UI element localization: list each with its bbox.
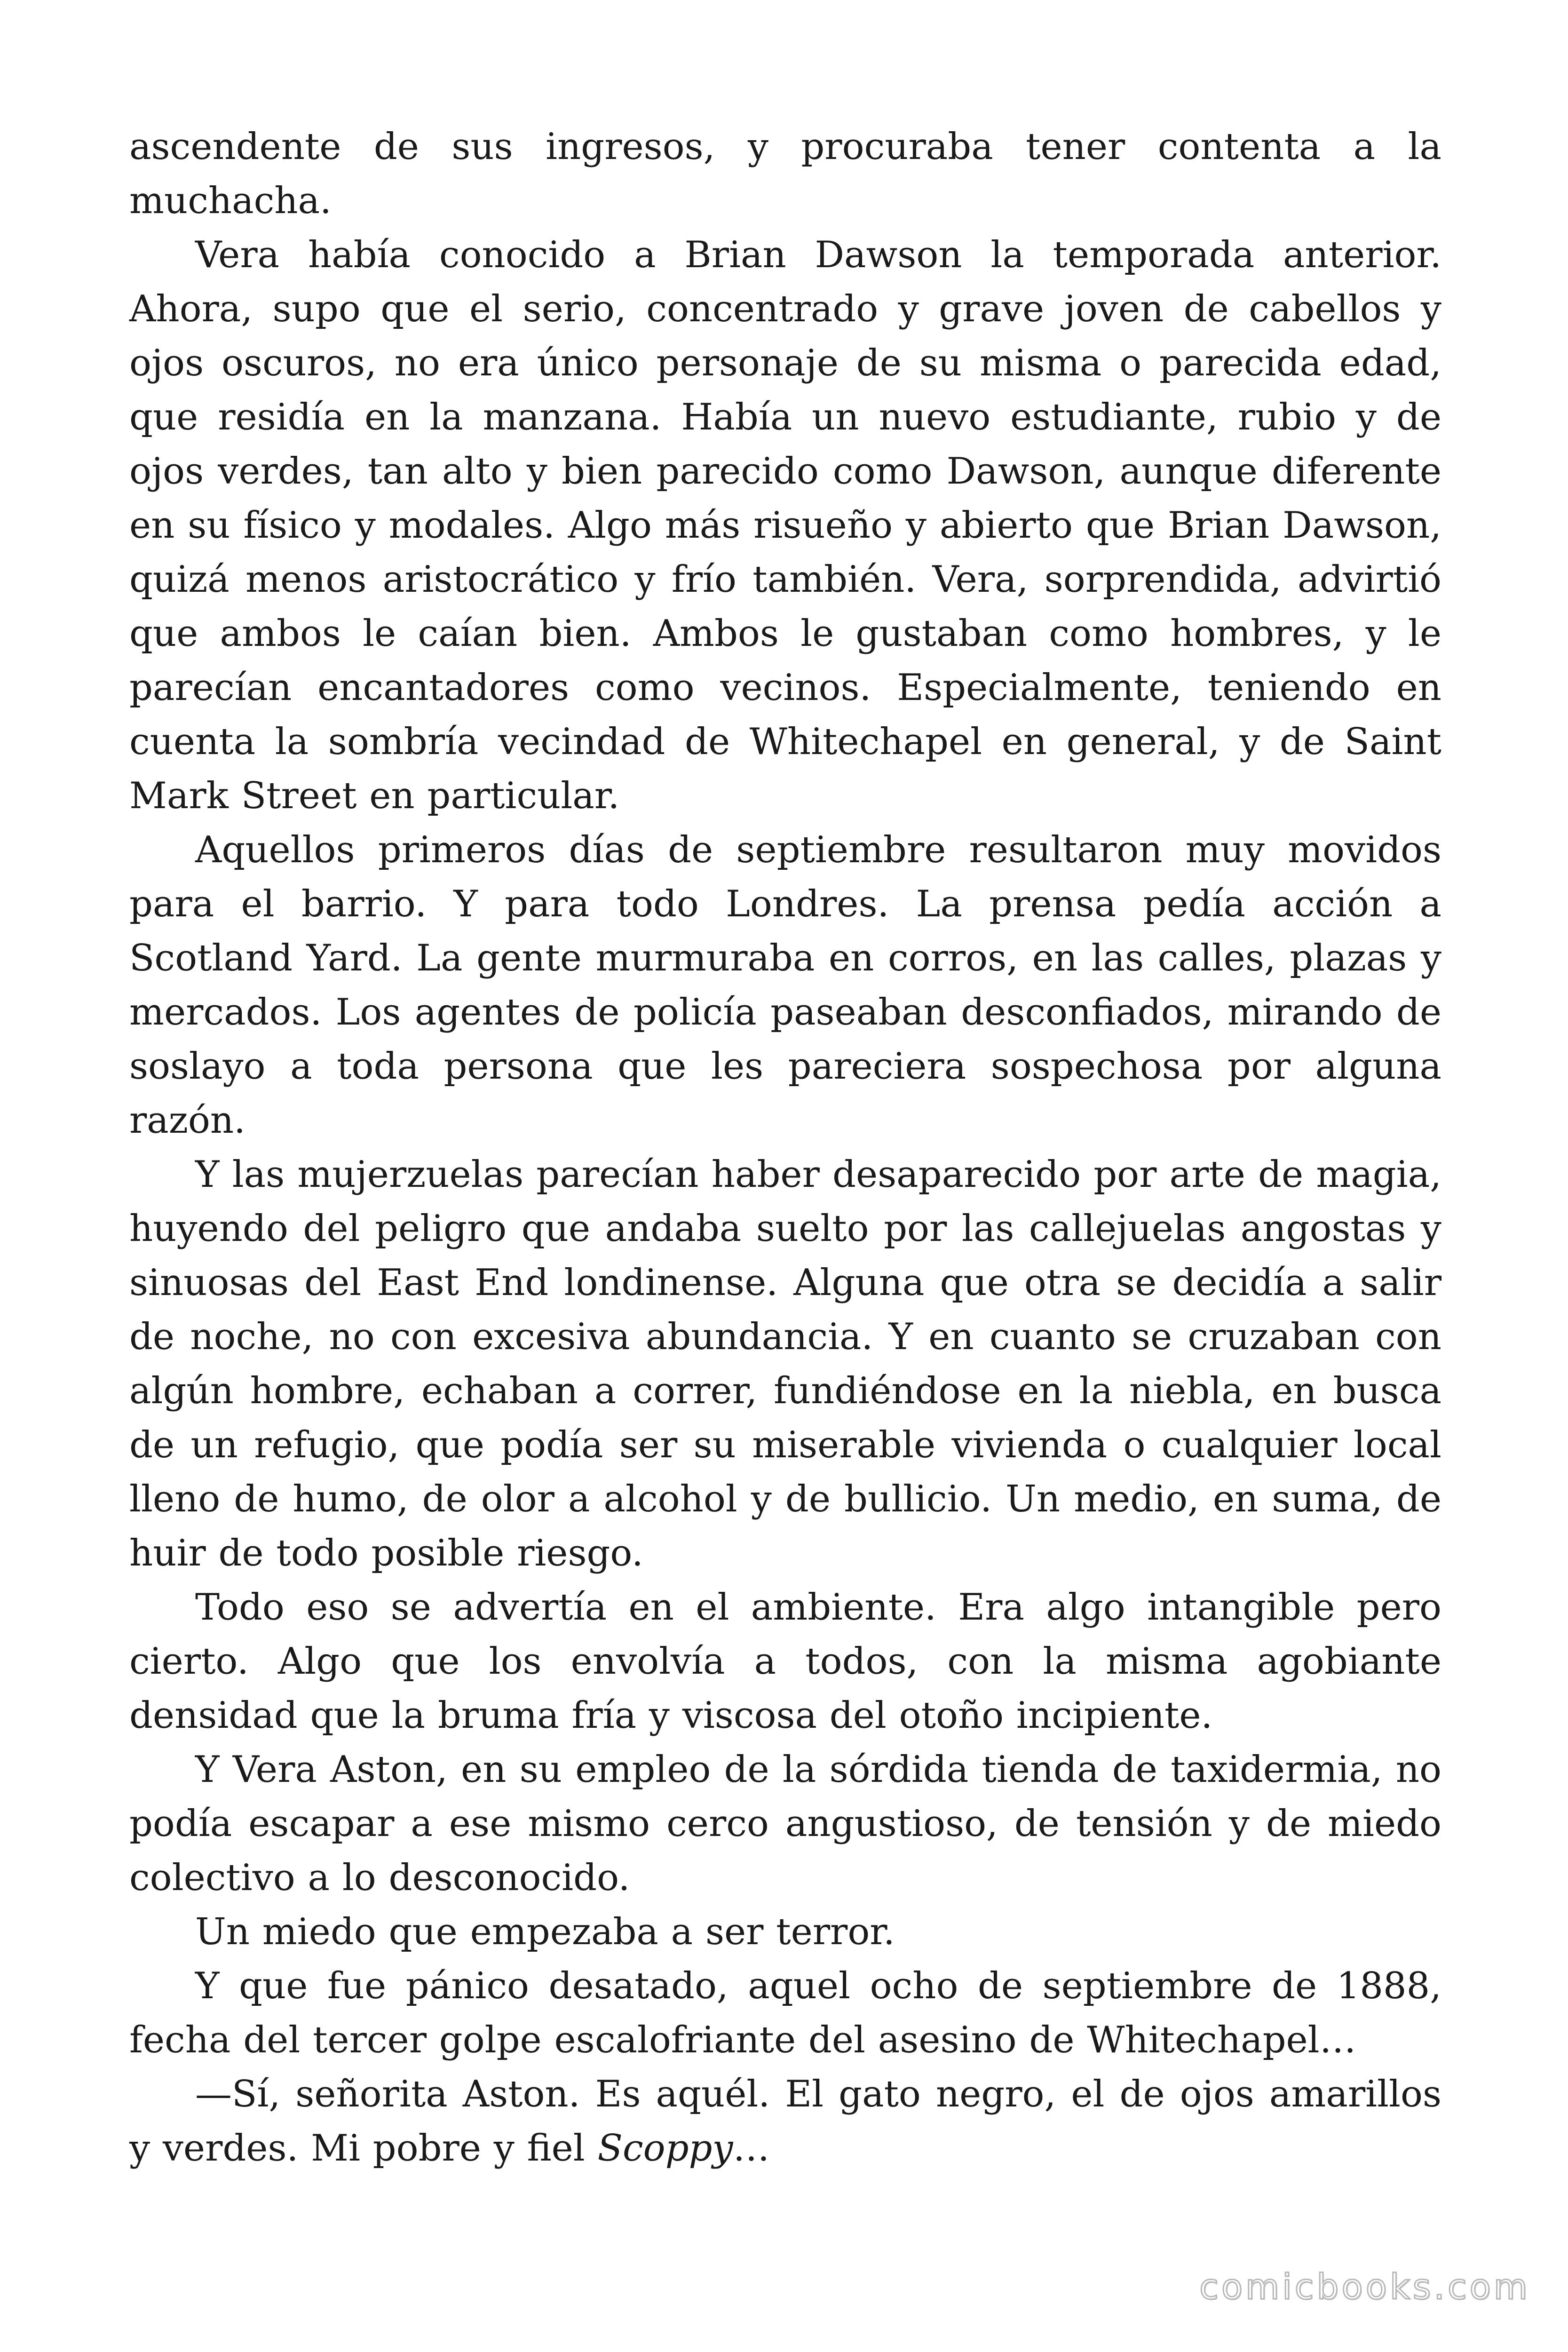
paragraph-continuation: ascendente de sus ingresos, y procuraba tener contenta a la muchacha. xyxy=(129,126,1441,222)
dialogue-paragraph xyxy=(129,2067,1441,2176)
paragraph: Y que fue pánico desatado, aquel ocho de septiembre de 1888, fecha del tercer golpe escalofriante del asesino de Whitechapel… xyxy=(129,1965,1441,2061)
dialogue-ellipsis: … xyxy=(733,2127,770,2169)
paragraph: Todo eso se advertía en el ambiente. Era algo intangible pero cierto. Algo que los envolvía a todos, con la misma agobiante densidad que la bruma fría y viscosa del otoño incipiente. xyxy=(129,1586,1441,1737)
cat-name: Scoppy xyxy=(597,2127,733,2169)
paragraph: Un miedo que empezaba a ser terror. xyxy=(195,1911,895,1953)
paragraph: Y Vera Aston, en su empleo de la sórdida tienda de taxidermia, no podía escapar a ese mismo cerco angustioso, de tensión y de miedo colectivo a lo desconocido. xyxy=(129,1748,1441,1899)
paragraph: Y las mujerzuelas parecían haber desaparecido por arte de magia, huyendo del peligro que andaba suelto por las callejuelas angostas y sinuosas del East End londinense. Alguna que otra se decidía a salir de noche, no con excesiva abundancia. Y en cuanto se cruzaban con algún hombre, echaban a correr, fundiéndose en la niebla, en busca de un refugio, que podía ser su miserable vivienda o cualquier local lleno de humo, de olor a alcohol y de bullicio. Un medio, en suma, de huir de todo posible riesgo. xyxy=(129,1153,1441,1574)
body-text xyxy=(129,120,1441,2176)
watermark-logo: comicbooks.com xyxy=(1199,2267,1530,2307)
paragraph: Vera había conocido a Brian Dawson la temporada anterior. Ahora, supo que el serio, concentrado y grave joven de cabellos y ojos oscuros, no era único personaje de su misma o parecida edad, que residía en la manzana. Había un nuevo estudiante, rubio y de ojos verdes, tan alto y bien parecido como Dawson, aunque diferente en su físico y modales. Algo más risueño y abierto que Brian Dawson, quizá menos aristocrático y frío también. Vera, sorprendida, advirtió que ambos le caían bien. Ambos le gustaban como hombres, y le parecían encantadores como vecinos. Especialmente, teniendo en cuenta la sombría vecindad de Whitechapel en general, y de Saint Mark Street en particular. xyxy=(129,234,1441,817)
dialogue-text: —Sí, señorita Aston. Es aquél. El gato negro, el de ojos amarillos y verdes. Mi pobre y fiel xyxy=(129,2073,1441,2169)
paragraph: Aquellos primeros días de septiembre resultaron muy movidos para el barrio. Y para todo Londres. La prensa pedía acción a Scotland Yard. La gente murmuraba en corros, en las calles, plazas y mercados. Los agentes de policía paseaban desconfiados, mirando de soslayo a toda persona que les pareciera sospechosa por alguna razón. xyxy=(129,829,1441,1142)
